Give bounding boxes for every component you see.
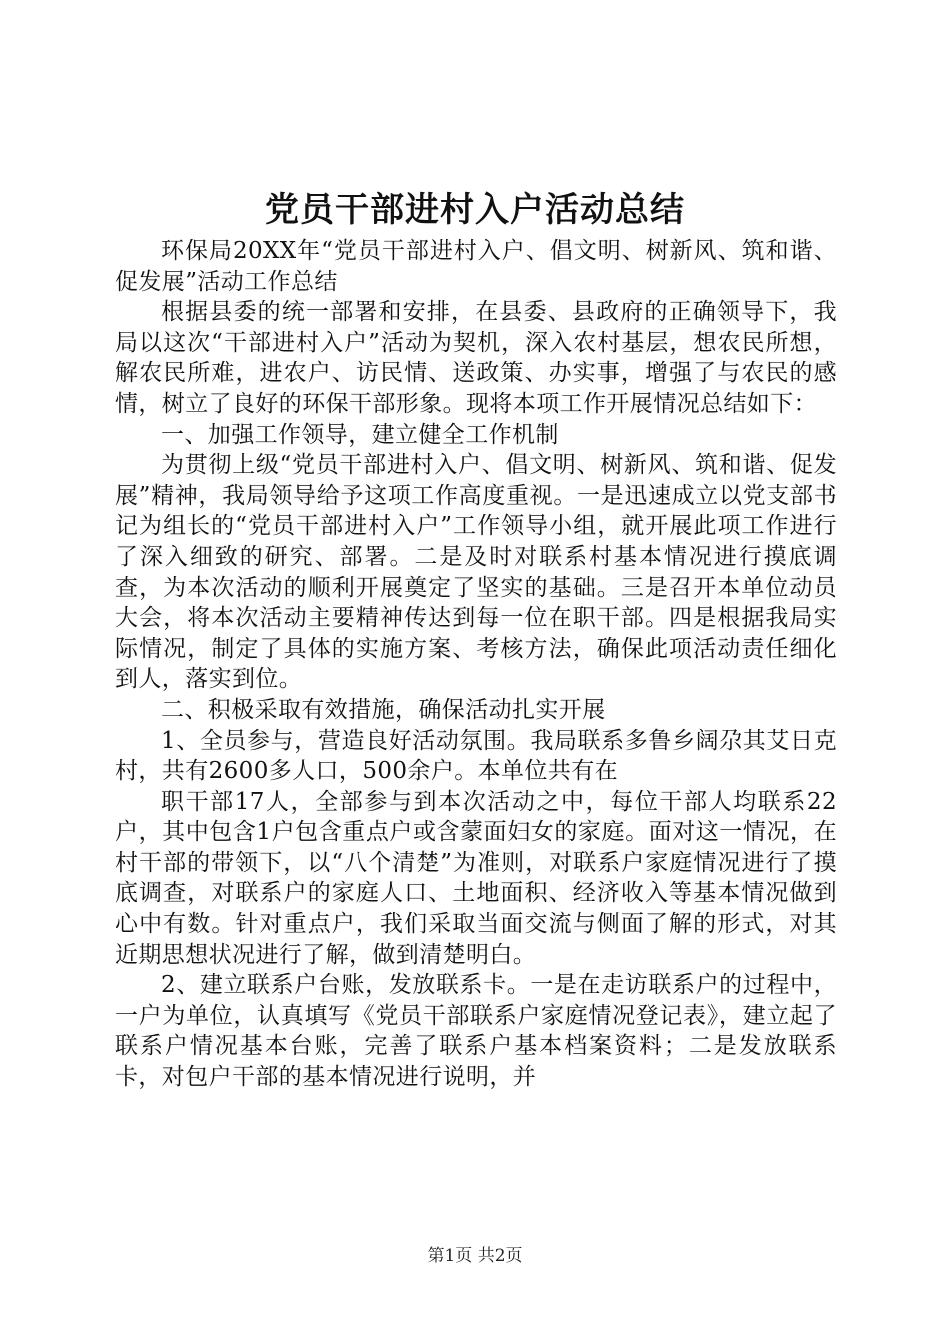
- section-heading-2: 二、积极采取有效措施，确保活动扎实开展: [161, 696, 606, 723]
- paragraph-item-2: 2、建立联系户台账，发放联系卡。一是在走访联系户的过程中，一户为单位，认真填写《党员干部联系户家庭情况登记表》，建立起了联系户情况基本台账，完善了联系户基本档案资料；二是发放联系卡，对包户干部的基本情况进行说明，并: [115, 972, 837, 1091]
- paragraph-item-1: 1、全员参与，营造良好活动氛围。我局联系多鲁乡阔尕其艾日克村，共有2600多人口，500余户。本单位共有在: [115, 727, 837, 785]
- paragraph-item-1-continued: 职干部17人，全部参与到本次活动之中，每位干部人均联系22户，其中包含1户包含重点户或含蒙面妇女的家庭。面对这一情况，在村干部的带领下，以“八个清楚”为准则，对联系户家庭情况进行了摸底调查，对联系户的家庭人口、土地面积、经济收入等基本情况做到心中有数。针对重点户，我们采取当面交流与侧面了解的形式，对其近期思想状况进行了解，做到清楚明白。: [115, 788, 837, 968]
- paragraph-section-1: 为贯彻上级“党员干部进村入户、倡文明、树新风、筑和谐、促发展”精神，我局领导给予这项工作高度重视。一是迅速成立以党支部书记为组长的“党员干部进村入户”工作领导小组，就开展此项工作进行了深入细致的研究、部署。二是及时对联系村基本情况进行摸底调查，为本次活动的顺利开展奠定了坚实的基础。三是召开本单位动员大会，将本次活动主要精神传达到每一位在职干部。四是根据我局实际情况，制定了具体的实施方案、考核方法，确保此项活动责任细化到人，落实到位。: [115, 452, 837, 693]
- section-heading-1: 一、加强工作领导，建立健全工作机制: [161, 421, 559, 448]
- paragraph-intro: 环保局20XX年“党员干部进村入户、倡文明、树新风、筑和谐、促发展”活动工作总结: [115, 238, 837, 295]
- page-number-footer: 第1页 共2页: [427, 1246, 523, 1266]
- paragraph-background: 根据县委的统一部署和安排，在县委、县政府的正确领导下，我局以这次“干部进村入户”活动为契机，深入农村基层，想农民所想，解农民所难，进农户、访民情、送政策、办实事，增强了与农民的感情，树立了良好的环保干部形象。现将本项工作开展情况总结如下：: [115, 299, 837, 417]
- document-title: 党员干部进村入户活动总结: [265, 190, 685, 230]
- document-body: [115, 236, 837, 1093]
